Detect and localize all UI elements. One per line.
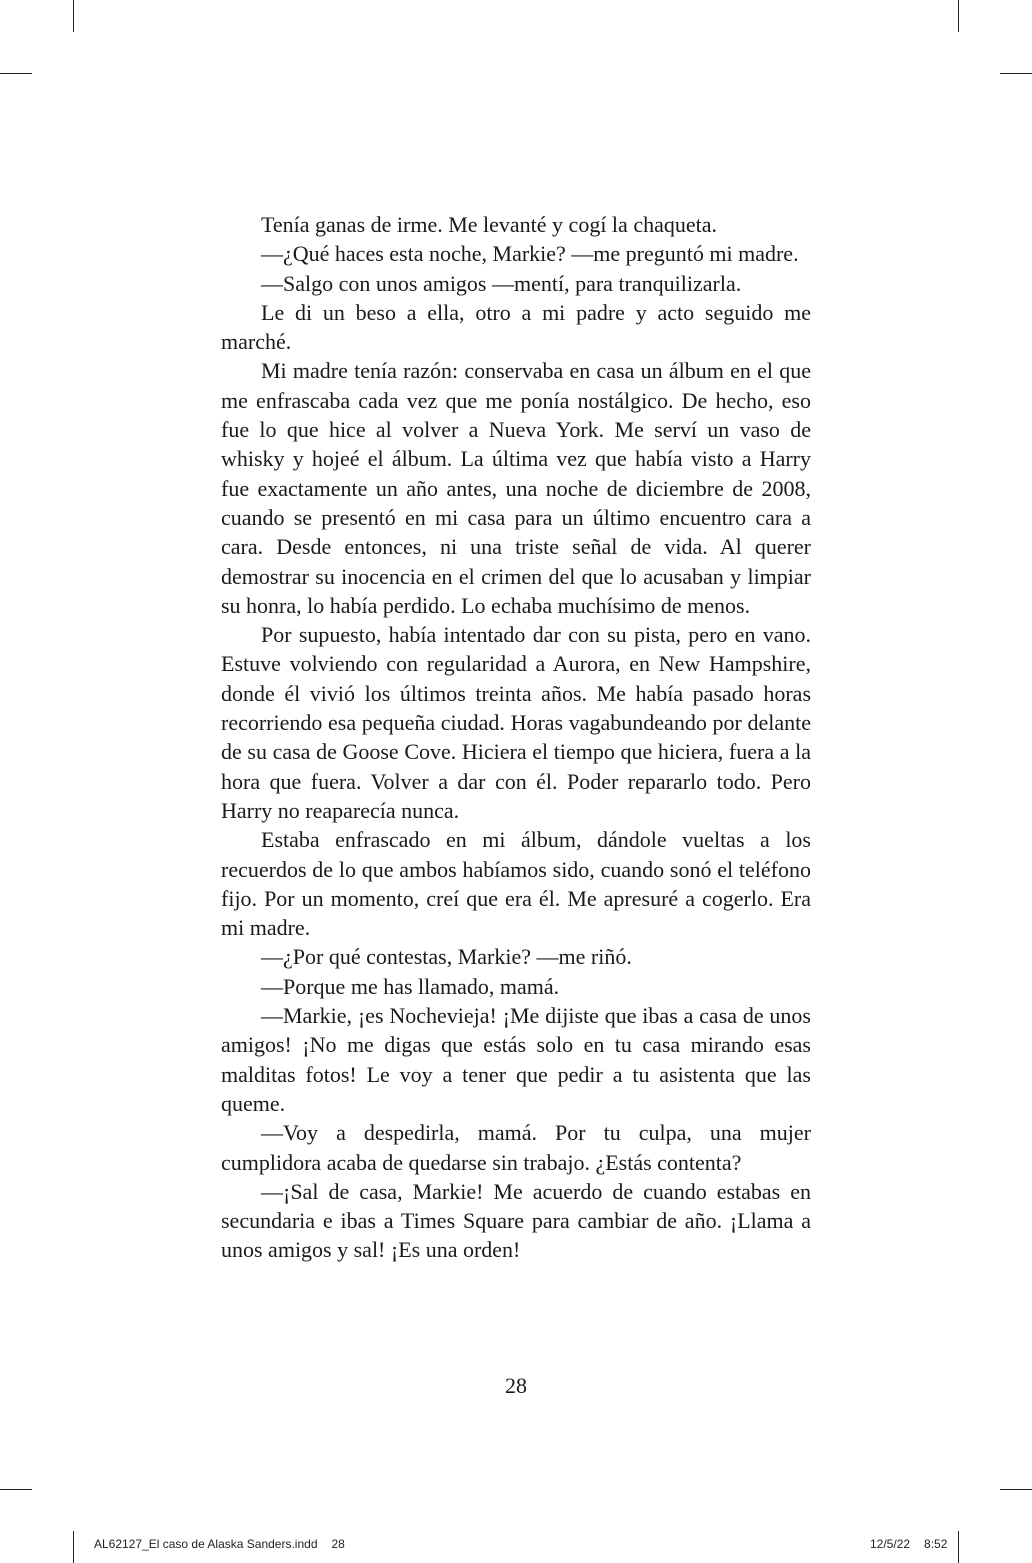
crop-mark-bottom-left bbox=[73, 1531, 74, 1563]
slug-date: 12/5/22 bbox=[870, 1537, 911, 1551]
paragraph: —¡Sal de casa, Markie! Me acuerdo de cuando estabas en secundaria e ibas a Times Square para cambiar de año. ¡Llama a unos amigos y sal! ¡Es una orden! bbox=[221, 1178, 811, 1263]
paragraph: —Voy a despedirla, mamá. Por tu culpa, una mujer cumplidora acaba de quedarse sin trabajo. ¿Estás contenta? bbox=[221, 1120, 811, 1175]
slug-file-info bbox=[94, 1537, 345, 1551]
crop-mark-right-bottom bbox=[1000, 1489, 1032, 1490]
paragraph: —¿Por qué contestas, Markie? —me riñó. bbox=[261, 944, 632, 970]
crop-mark-top-left bbox=[73, 0, 74, 32]
paragraph: —Salgo con unos amigos —mentí, para tranquilizarla. bbox=[261, 270, 742, 296]
slug-timestamp bbox=[870, 1537, 947, 1551]
paragraph: Estaba enfrascado en mi álbum, dándole vueltas a los recuerdos de lo que ambos habíamos sido, cuando sonó el teléfono fijo. Por un momento, creí que era él. Me apresuré a cogerlo. Era mi madre. bbox=[221, 827, 811, 941]
paragraph: Le di un beso a ella, otro a mi padre y acto seguido me marché. bbox=[221, 299, 811, 355]
crop-mark-right-top bbox=[1000, 73, 1032, 74]
slug-time: 8:52 bbox=[924, 1537, 948, 1551]
body-text bbox=[221, 210, 811, 1265]
slug-file-name: AL62127_El caso de Alaska Sanders.indd bbox=[94, 1537, 318, 1551]
paragraph: —Markie, ¡es Nochevieja! ¡Me dijiste que ibas a casa de unos amigos! ¡No me digas que estás solo en tu casa mirando esas malditas fotos! Le voy a tener que pedir a tu asistenta que las queme. bbox=[221, 1003, 811, 1116]
crop-mark-left-bottom bbox=[0, 1489, 32, 1490]
page-number: 28 bbox=[505, 1373, 527, 1398]
crop-mark-top-right bbox=[958, 0, 959, 32]
paragraph: Tenía ganas de irme. Me levanté y cogí la chaqueta. bbox=[261, 212, 717, 237]
paragraph: —¿Qué haces esta noche, Markie? —me preguntó mi madre. bbox=[261, 241, 799, 267]
slug-file-page: 28 bbox=[331, 1537, 345, 1551]
paragraph: Mi madre tenía razón: conservaba en casa un álbum en el que me enfrascaba cada vez que me ponía nostálgico. De hecho, eso fue lo que hice al volver a Nueva York. Me serví un vaso de whisky y hojeé el álbum. La última vez que había visto a Harry fue exactamente un año antes, una noche de diciembre de 2008, cuando se presentó en mi casa para un último encuentro cara a cara. Desde entonces, ni una triste señal de vida. Al querer demostrar su inocencia en el crimen del que lo acusaban y limpiar su honra, lo había perdido. Lo echaba muchísimo de menos. bbox=[221, 358, 811, 618]
paragraph: Por supuesto, había intentado dar con su pista, pero en vano. Estuve volviendo con regularidad a Aurora, en New Hampshire, donde él vivió los últimos treinta años. Me había pasado horas recorriendo esa pequeña ciudad. Horas vagabundeando por delante de su casa de Goose Cove. Hiciera el tiempo que hiciera, fuera a la hora que fuera. Volver a dar con él. Poder repararlo todo. Pero Harry no reaparecía nunca. bbox=[221, 622, 811, 823]
crop-mark-bottom-right bbox=[958, 1531, 959, 1563]
paragraph: —Porque me has llamado, mamá. bbox=[261, 973, 560, 999]
crop-mark-left-top bbox=[0, 73, 32, 74]
